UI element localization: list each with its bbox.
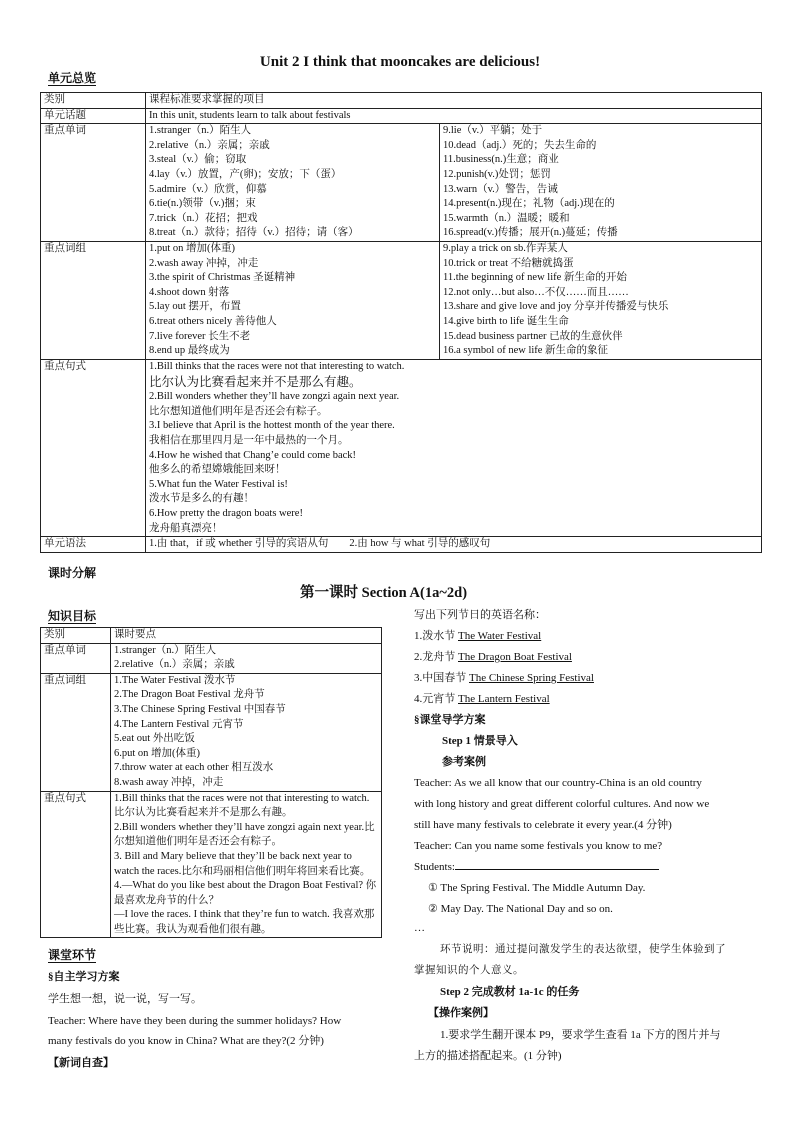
festival-answer: The Water Festival (458, 630, 542, 642)
list-item: 5.lay out 摆开，布置 (149, 301, 241, 313)
table-row (41, 93, 762, 109)
list-item: 1.Bill thinks that the races were not that interesting to watch.比尔认为比赛看起来并不是那么有趣。 (114, 792, 370, 819)
list-item: 12.punish(v.)处罚；惩罚 (443, 168, 551, 180)
list-item: 2.relative（n.）亲属；亲戚 (149, 139, 270, 151)
festival-item (414, 667, 766, 689)
list-item: 3.steal（v.）偷；窃取 (149, 154, 247, 166)
grammar-cell: 1.由 that，if 或 whether 引导的宾语从句 2.由 how 与 what 引导的感叹句 (146, 537, 762, 553)
row-label: 重点句式 (41, 791, 111, 938)
festival-label: 2.龙舟节 (414, 651, 456, 663)
list-item: 10.trick or treat 不给糖就捣蛋 (443, 257, 574, 269)
row-label: 单元语法 (41, 537, 146, 553)
answer-line: ② May Day. The National Day and so on. (428, 903, 613, 915)
list-item: 8.treat（n.）款待；招待（v.）招待；请（客） (149, 227, 359, 239)
case-heading: 参考案例 (442, 756, 486, 768)
list-item: 4.The Lantern Festival 元宵节 (114, 718, 244, 730)
list-item: 8.wash away 冲掉，冲走 (114, 776, 224, 788)
list-item: 8.end up 最终成为 (149, 345, 230, 357)
header-cell: 类别 (41, 93, 146, 109)
words-cell (111, 643, 382, 673)
intro-text: 学生想一想，说一说，写一写。 (48, 993, 202, 1005)
list-item: 4.lay（v.）放置，产(卵)；安放；下（蛋） (149, 168, 342, 180)
sentence-zh: 他多么的希望嫦娥能回来呀！ (149, 464, 286, 476)
class-heading: 课堂环节 (48, 948, 97, 962)
row-label: 重点单词 (41, 124, 146, 242)
teacher-line: Teacher: Where have they been during the summer holidays? How (48, 1015, 342, 1027)
list-item: 16.spread(v.)传播；展开(n.)蔓延；传播 (443, 227, 618, 239)
list-item: 6.tie(n.)领带（v.)捆；束 (149, 198, 256, 210)
answer-blank (455, 857, 659, 870)
sentences-cell (111, 791, 382, 938)
list-item: 11.business(n.)生意；商业 (443, 154, 559, 166)
list-item: 12.not only…but also…不仅……而且…… (443, 286, 629, 298)
festival-label: 4.元宵节 (414, 693, 456, 705)
festival-label: 1.泼水节 (414, 630, 456, 642)
list-item: 14.present(n.)现在；礼物（adj.)现在的 (443, 198, 615, 210)
words-right-cell (440, 124, 762, 242)
teacher-line: many festivals do you know in China? What are they?(2 分钟) (48, 1035, 324, 1047)
festival-item (414, 688, 766, 710)
sentence-en: 1.Bill thinks that the races were not that interesting to watch. (149, 360, 405, 372)
list-item: 2.relative（n.）亲属；亲戚 (114, 659, 235, 671)
sentence-zh: 我相信在那里四月是一年中最热的一个月。 (149, 435, 349, 447)
lesson-heading: 课时分解 (48, 566, 97, 580)
list-item: 1.The Water Festival 泼水节 (114, 674, 236, 686)
phrases-left-cell (146, 241, 440, 359)
list-item: 7.trick（n.）花招；把戏 (149, 212, 258, 224)
list-item: 5.admire（v.）欣赏，仰慕 (149, 183, 267, 195)
festival-label: 3.中国春节 (414, 672, 467, 684)
list-item: 15.warmth（n.）温暖；暖和 (443, 212, 570, 224)
unit-title: Unit 2 I think that mooncakes are delicious! (259, 54, 541, 70)
sentence-en: 3.I believe that April is the hottest month of the year there. (149, 420, 395, 432)
sentence-zh: 比尔想知道他们明年是否还会有粽子。 (149, 405, 328, 417)
list-item: 2.wash away 冲掉，冲走 (149, 257, 259, 269)
festival-answer: The Dragon Boat Festival (458, 651, 572, 663)
phrases-cell (111, 673, 382, 791)
row-label: 重点单词 (41, 643, 111, 673)
table-row (41, 537, 762, 553)
festival-item (414, 646, 766, 668)
sentence-zh: 比尔认为比赛看起来并不是那么有趣。 (149, 375, 362, 390)
overview-heading: 单元总览 (48, 71, 97, 85)
list-item: 15.dead business partner 已故的生意伙伴 (443, 330, 623, 342)
list-item: 5.eat out 外出吃饭 (114, 733, 195, 745)
list-item: 7.throw water at each other 相互泼水 (114, 762, 274, 774)
list-item: 10.dead（adj.）死的；失去生命的 (443, 139, 597, 151)
table-row (41, 643, 382, 673)
sentence-zh: 龙舟船真漂亮！ (149, 522, 223, 534)
list-item: 4.shoot down 射落 (149, 286, 230, 298)
sentence-zh: 泼水节是多么的有趣！ (149, 493, 254, 505)
teacher-line: Teacher: As we all know that our country-China is an old country (414, 777, 702, 789)
row-label: 单元话题 (41, 108, 146, 124)
header-cell: 课程标准要求掌握的项目 (146, 93, 762, 109)
list-item: 14.give birth to life 诞生生命 (443, 315, 569, 327)
list-item: 6.treat others nicely 善待他人 (149, 315, 277, 327)
header-cell: 类别 (41, 628, 111, 644)
header-cell: 课时要点 (111, 628, 382, 644)
table-row (41, 673, 382, 791)
guide-heading: §课堂导学方案 (414, 714, 486, 726)
festival-answer: The Chinese Spring Festival (469, 672, 594, 684)
answer-line: ① The Spring Festival. The Middle Autumn Day. (428, 882, 646, 894)
teacher-line: still have many festivals to celebrate it every year.(4 分钟) (414, 819, 672, 831)
list-item: 1.stranger（n.）陌生人 (114, 644, 217, 656)
section-title: 第一课时 Section A(1a~2d) (300, 585, 468, 601)
table-row (41, 359, 762, 537)
teacher-line: with long history and great different colorful cultures. And now we (414, 798, 710, 810)
step2-heading: Step 2 完成教材 1a-1c 的任务 (440, 986, 580, 998)
table-row (41, 241, 762, 359)
list-item: 13.share and give love and joy 分享并传播爱与快乐 (443, 301, 669, 313)
list-item: 9.lie（v.）平躺；处于 (443, 125, 543, 137)
goals-table (40, 627, 382, 938)
table-row (41, 124, 762, 242)
list-item: 3.the spirit of Christmas 圣诞精神 (149, 272, 296, 284)
students-line (414, 856, 766, 878)
sentence-en: 6.How pretty the dragon boats were! (149, 508, 303, 520)
list-item: 16.a symbol of new life 新生命的象征 (443, 345, 609, 357)
list-item: 13.warn（v.）警告，告诫 (443, 183, 558, 195)
overview-table (40, 92, 762, 553)
table-row (41, 108, 762, 124)
task-line: 1.要求学生翻开课本 P9，要求学生查看 1a 下方的图片并与 (440, 1029, 721, 1041)
list-item: 3.The Chinese Spring Festival 中国春节 (114, 703, 286, 715)
topic-cell: In this unit, students learn to talk about festivals (146, 108, 762, 124)
list-item: 7.live forever 长生不老 (149, 330, 251, 342)
ellipsis: … (414, 922, 425, 934)
sentences-cell (146, 359, 762, 537)
list-item: 3. Bill and Mary believe that they’ll be back next year to watch the races.比尔和玛丽相信他们明年将回来看比赛。 (114, 850, 371, 877)
students-label: Students: (414, 861, 455, 873)
instruction: 写出下列节日的英语名称： (414, 609, 546, 621)
list-item: 11.the beginning of new life 新生命的开始 (443, 272, 627, 284)
note-line: 环节说明：通过提问激发学生的表达欲望，使学生体验到了 (440, 943, 726, 955)
task-line: 上方的描述搭配起来。(1 分钟) (414, 1050, 562, 1062)
list-item: 4.—What do you like best about the Dragon Boat Festival? 你最喜欢龙舟节的什么？ (114, 880, 377, 906)
festival-item (414, 625, 766, 647)
step1-heading: Step 1 情景导入 (442, 735, 518, 747)
list-item: 1.put on 增加(体重) (149, 242, 236, 254)
list-item: —I love the races. I think that they’re fun to watch. 我喜欢那些比赛。我认为观看他们很有趣。 (114, 909, 375, 935)
phrases-right-cell (440, 241, 762, 359)
goals-heading: 知识目标 (48, 609, 97, 623)
new-words-heading: 【新词自查】 (48, 1057, 114, 1069)
row-label: 重点句式 (41, 359, 146, 537)
words-left-cell (146, 124, 440, 242)
table-row (41, 791, 382, 938)
festival-answer: The Lantern Festival (458, 693, 550, 705)
list-item: 2.The Dragon Boat Festival 龙舟节 (114, 689, 265, 701)
operation-heading: 【操作案例】 (428, 1007, 494, 1019)
row-label: 重点词组 (41, 673, 111, 791)
row-label: 重点词组 (41, 241, 146, 359)
sentence-en: 2.Bill wonders whether they’ll have zongzi again next year. (149, 391, 400, 403)
teacher-line: Teacher: Can you name some festivals you know to me? (414, 840, 663, 852)
list-item: 6.put on 增加(体重) (114, 747, 201, 759)
list-item: 2.Bill wonders whether they’ll have zongzi again next year.比尔想知道他们明年是否还会有粽子。 (114, 821, 375, 848)
list-item: 9.play a trick on sb.作弄某人 (443, 242, 568, 254)
sentence-en: 5.What fun the Water Festival is! (149, 478, 288, 490)
list-item: 1.stranger（n.）陌生人 (149, 125, 252, 137)
self-study-heading: §自主学习方案 (48, 971, 120, 983)
sentence-en: 4.How he wished that Chang’e could come back! (149, 449, 357, 461)
table-row (41, 628, 382, 644)
note-line: 掌握知识的个人意义。 (414, 964, 524, 976)
